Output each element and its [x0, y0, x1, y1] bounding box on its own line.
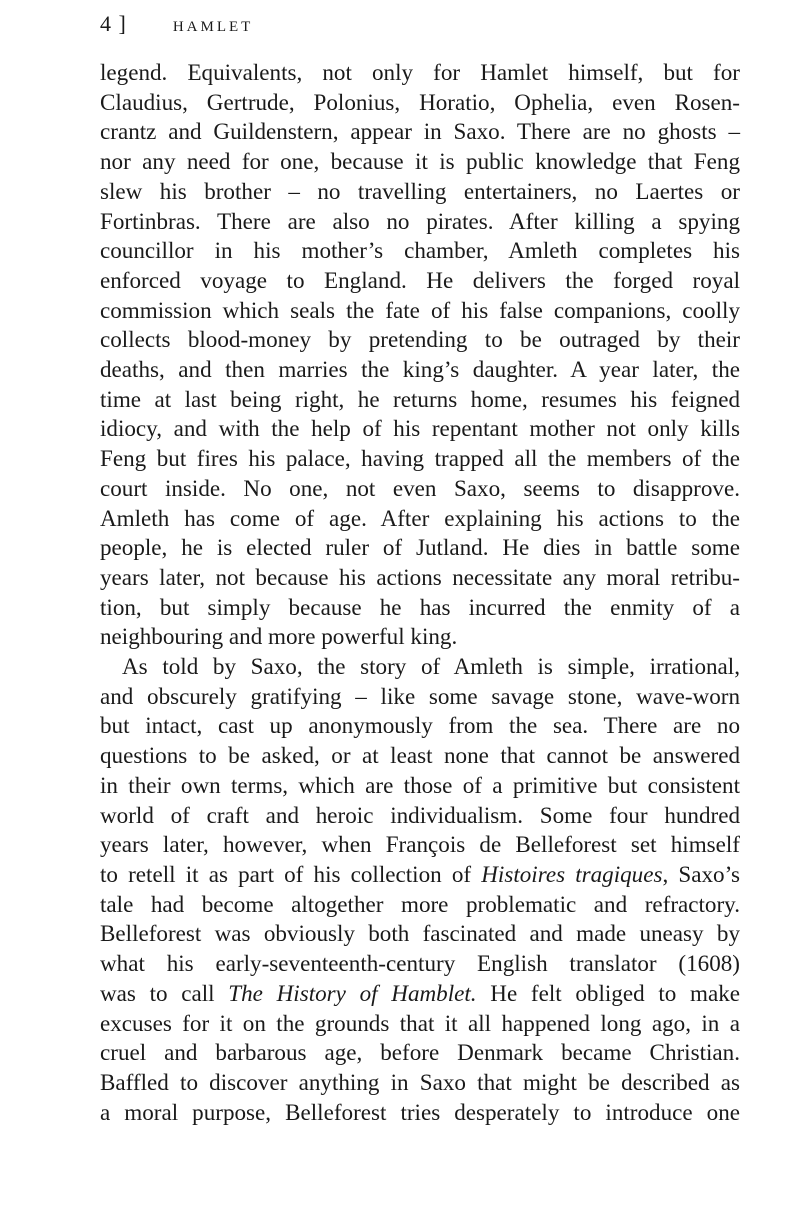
text-run: , Saxo’s [662, 860, 740, 887]
text-run: crantz and Guildenstern, appear in Saxo. There are no ghosts – [100, 118, 740, 145]
text-line [100, 652, 740, 682]
text-line [100, 593, 740, 623]
text-run: deaths, and then marries the king’s daughter. A year later, the [100, 356, 740, 383]
text-line [100, 682, 740, 712]
text-run: a moral purpose, Belleforest tries desperately to introduce one [100, 1098, 740, 1125]
text-line [100, 147, 740, 177]
text-run: tion, but simply because he has incurred the enmity of a [100, 593, 740, 620]
text-line [100, 325, 740, 355]
text-run: what his early-seventeenth-century English translator (1608) [100, 950, 740, 977]
text-run: Feng but fires his palace, having trapped all the members of the [100, 445, 740, 472]
page-number: 4 ] [100, 11, 127, 36]
text-run: Claudius, Gertrude, Polonius, Horatio, Ophelia, even Rosen- [100, 88, 740, 115]
text-run: questions to be asked, or at least none that cannot be answered [100, 742, 740, 769]
text-run: Belleforest was obviously both fascinated and made uneasy by [100, 920, 740, 947]
text-line [100, 771, 740, 801]
text-line [100, 622, 740, 652]
text-line [100, 860, 740, 890]
text-run: tale had become altogether more problematic and refractory. [100, 890, 740, 917]
text-line [100, 177, 740, 207]
text-line [100, 979, 740, 1009]
text-run: slew his brother – no travelling entertainers, no Laertes or [100, 177, 740, 204]
text-line [100, 533, 740, 563]
text-line [100, 117, 740, 147]
text-line [100, 88, 740, 118]
text-line [100, 919, 740, 949]
text-run: Fortinbras. There are also no pirates. After killing a spying [100, 207, 740, 234]
text-line [100, 949, 740, 979]
text-run: people, he is elected ruler of Jutland. He dies in battle some [100, 534, 740, 561]
text-run: collects blood-money by pretending to be outraged by their [100, 326, 740, 353]
text-line [100, 236, 740, 266]
text-line [100, 207, 740, 237]
italic-title: Histoires tragiques [481, 860, 663, 887]
text-line [100, 1098, 740, 1128]
running-head-title: HAMLET [172, 19, 254, 35]
text-line [100, 296, 740, 326]
text-run: but intact, cast up anonymously from the sea. There are no [100, 712, 740, 739]
text-run: As told by Saxo, the story of Amleth is simple, irrational, [122, 653, 740, 680]
text-run: time at last being right, he returns home, resumes his feigned [100, 385, 740, 412]
text-run: neighbouring and more powerful king. [100, 623, 458, 650]
text-run: enforced voyage to England. He delivers the forged royal [100, 266, 740, 293]
text-line [100, 563, 740, 593]
text-run: was to call [100, 979, 229, 1006]
text-run: excuses for it on the grounds that it all happened long ago, in a [100, 1009, 740, 1036]
text-line [100, 414, 740, 444]
text-run: to retell it as part of his collection of [100, 860, 482, 887]
running-header [100, 11, 253, 41]
text-run: in their own terms, which are those of a primitive but consistent [100, 771, 740, 798]
text-line [100, 830, 740, 860]
text-run: years later, however, when François de Belleforest set himself [100, 831, 740, 858]
text-line [100, 890, 740, 920]
text-line [100, 58, 740, 88]
text-line [100, 1009, 740, 1039]
text-line [100, 711, 740, 741]
text-run: and obscurely gratifying – like some savage stone, wave-worn [100, 682, 740, 709]
text-line [100, 504, 740, 534]
text-run: Baffled to discover anything in Saxo that might be described as [100, 1068, 740, 1095]
text-run: He felt obliged to make [476, 979, 740, 1006]
text-run: Amleth has come of age. After explaining his actions to the [100, 504, 740, 531]
text-line [100, 474, 740, 504]
text-line [100, 1038, 740, 1068]
text-run: court inside. No one, not even Saxo, seems to disapprove. [100, 474, 740, 501]
text-run: councillor in his mother’s chamber, Amleth completes his [100, 237, 740, 264]
text-run: nor any need for one, because it is public knowledge that Feng [100, 148, 740, 175]
text-line [100, 355, 740, 385]
italic-title: The History of Hamblet. [228, 979, 477, 1006]
text-run: world of craft and heroic individualism. Some four hundred [100, 801, 740, 828]
text-line [100, 385, 740, 415]
text-run: cruel and barbarous age, before Denmark became Christian. [100, 1039, 740, 1066]
text-line [100, 1068, 740, 1098]
text-run: idiocy, and with the help of his repentant mother not only kills [100, 415, 740, 442]
text-run: years later, not because his actions necessitate any moral retribu- [100, 563, 740, 590]
body-text [100, 58, 740, 1127]
text-line [100, 266, 740, 296]
text-line [100, 444, 740, 474]
text-run: commission which seals the fate of his false companions, coolly [100, 296, 740, 323]
text-line [100, 801, 740, 831]
text-line [100, 741, 740, 771]
text-run: legend. Equivalents, not only for Hamlet himself, but for [100, 59, 740, 85]
